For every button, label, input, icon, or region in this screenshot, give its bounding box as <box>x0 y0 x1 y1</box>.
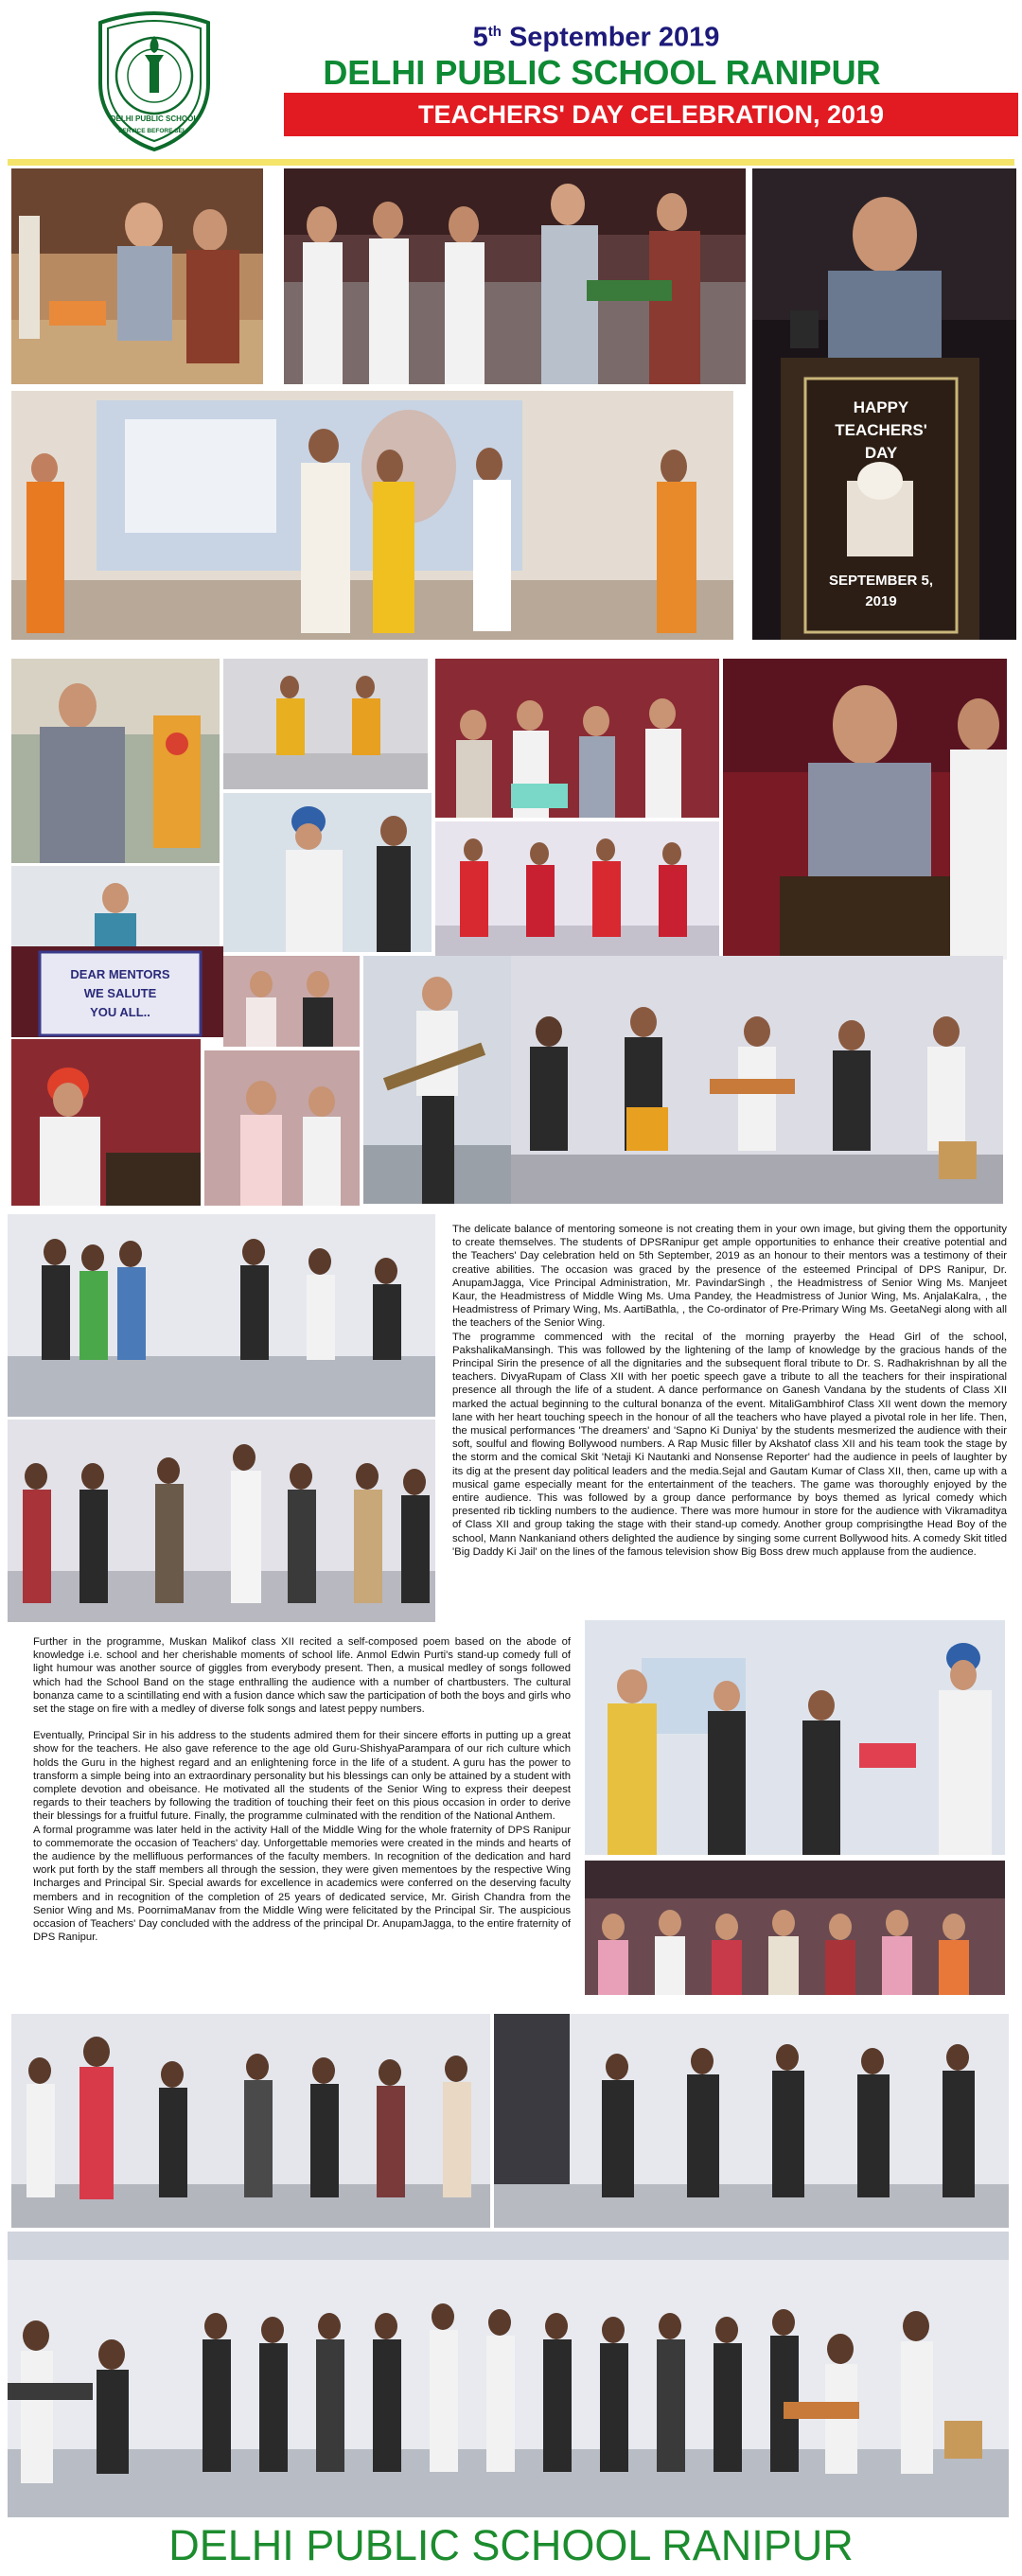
photo-principal-speech <box>723 659 1007 960</box>
photo-vocal-group <box>11 2014 490 2228</box>
photo-sikh-teacher-tribute <box>223 793 432 952</box>
podium-sign-line1: HAPPY <box>853 398 909 416</box>
podium-sign-date2: 2019 <box>865 593 897 609</box>
mentors-board-line2: WE SALUTE <box>83 986 157 1000</box>
photo-group-dance <box>435 821 719 963</box>
event-title-banner <box>284 93 1018 136</box>
photo-girl-speaker <box>204 1050 360 1206</box>
header-divider <box>8 159 1014 166</box>
event-title: TEACHERS' DAY CELEBRATION, 2019 <box>417 100 885 129</box>
photo-rap-performance <box>8 1214 435 1417</box>
logo-ring-text: DELHI PUBLIC SCHOOL <box>110 115 199 123</box>
photo-mentors-board <box>11 946 223 1037</box>
logo-motto: SERVICE BEFORE SELF <box>118 128 190 134</box>
article-column-right <box>452 1223 1007 1559</box>
photo-classical-dance <box>223 659 428 789</box>
article-paragraph-1: The delicate balance of mentoring someone is not creating them in your own image, but giving them the opportunity to create themselves. The students of DPSRanipur get ample opportunities to enhance their creative potential and the Teachers' Day celebration held on 5th September, 2019 as an honour to their mentors was a testimony of their creative abilities. The occasion was graced by the presence of the esteemed Principal of DPS Ranipur, Dr. AnupamJagga, Vice Principal Administration, Mr. PavindarSingh , the Headmistress of Senior Wing Ms. Manjeet Kaur, the Headmistress of Middle Wing Ms. Uma Pandey, the Headmistress of Junior Wing, Ms. AnjalaKalra, , the Headmistress of Primary Wing, Ms. AartiBathla, , the Co-ordinator of Pre-Primary Wing Ms. GeetaNegi along with all the teachers of the Senior Wing. <box>452 1224 1007 1330</box>
event-date <box>284 17 908 53</box>
photo-principal-podium <box>752 168 1016 640</box>
photo-school-band <box>511 956 1003 1204</box>
podium-sign-line2: TEACHERS' <box>835 421 927 439</box>
mentors-board-line3: YOU ALL.. <box>90 1005 150 1019</box>
photo-boys-dance <box>494 2014 1009 2228</box>
photo-guitarist <box>363 956 511 1204</box>
photo-girls-audience <box>223 956 360 1047</box>
photo-cake-cutting <box>435 659 719 818</box>
article-paragraph-4: Eventually, Principal Sir in his address to the students admired them for their sincere efforts in putting up a great show for the teachers. He also gave reference to the age old Guru-ShishyaParampara of our rich culture which holds the Guru in the highest regard and an enlightening force in the life of a student. A guru has the power to transform a simple being into an extraordinary personality but his blessings can only be attained by a student with complete devotion and obeisance. He motivated all the students of the Senior Wing to express their deepest regards to their teachers by following the tradition of touching their feet on this pious occasion in order to derive their blessings for a fruitful future. Finally, the programme culminated with the rendition of the National Anthem. <box>33 1730 571 1823</box>
school-name-title: DELHI PUBLIC SCHOOL RANIPUR <box>323 53 881 92</box>
photo-fusion-finale <box>8 2232 1009 2517</box>
podium-sign-date1: SEPTEMBER 5, <box>828 573 934 589</box>
photo-skit-cast <box>8 1420 435 1622</box>
school-logo <box>93 9 216 151</box>
photo-skit-performance <box>11 391 733 640</box>
mentors-board-line1: DEAR MENTORS <box>70 967 170 981</box>
photo-memento-presentation <box>585 1620 1005 1855</box>
photo-principal-lamp <box>11 659 220 863</box>
article-paragraph-2: The programme commenced with the recital of the morning prayerby the Head Girl of the school, PakshalikaMansingh. This was followed by the lightening of the lamp of knowledge by the gracious hands of the Principal Sirin the presence of all the dignitaries and the subsequent floral tribute to Dr. S. Radhakrishnan by all the teachers. DivyaRupam of Class XII with her poetic speech gave a tribute to all the teachers for their inspirational presence all through the life of a student. A dance performance on Ganesh Vandana by the students of Class XII marked the actual beginning to the cultural bonanza of the event. MitaliGambhirof Class XII went down the memory lane with her heart touching speech in the honour of all the teachers who have played a pivotal role in her life. Then, the musical performances 'The dreamers' and 'Sapno Ki Duniya' by the students mesmerized the audience with their soft, soulful and flowing Bollywood numbers. A Rap Music filler by Akshatof class XII and his team took the stage by the storm and the comical Skit 'Netaji Ki Nautanki and Nonsense Reporter' had the audience in peels of laughter by its dig at the present day political leaders and the media.Sejal and Gautam Kumar of Class XII, then, came up with a musical game especially meant for the entertainment of the teachers. The game was thoroughly enjoyed by the entire audience. This was followed by a group dance performance by boys themed as lyrical comedy which presented rib tickling numbers to the audience. There was more humour in store for the audience with Vikramaditya of Class XII and group taking the stage with their stand-up comedy. Another group comprisingthe Head Boy of the school, Mann Nankaniand others delighted the audience by singing some current Bollywood hits. A comedy Skit titled 'Big Daddy Ki Jail' on the lines of the famous television show Big Boss drew much applause from the audience. <box>452 1331 1007 1558</box>
article-paragraph-5: A formal programme was later held in the activity Hall of the Middle Wing for the whole fraternity of DPS Ranipur to commemorate the occasion of Teachers' day. Unforgettable memories were created in the minds and hearts of the audience by the mellifluous performances of the faculty members. In recognition of the dedication and hard work put forth by the staff members all through the session, they were given mementoes by the respective Wing Incharges and Principal Sir. Special awards for excellence in academics were conferred on the deserving faculty members and in recognition of the completion of 25 years of dedicated service, Mr. Girish Chandra from the Senior Wing and Ms. PoornimaManav from the Middle Wing were felicitated by the Principal Sir. The auspicious occasion of Teachers' Day concluded with the address of the principal Dr. AnupamJagga, to the entire fraternity of DPS Ranipur. <box>33 1824 571 1944</box>
article-column-left <box>33 1635 571 1944</box>
footer-school-name: DELHI PUBLIC SCHOOL RANIPUR <box>168 2521 854 2569</box>
photo-staff-audience <box>585 1861 1005 1995</box>
photo-lamp-lighting <box>11 168 263 384</box>
date-day: 5 <box>472 22 488 53</box>
article-paragraph-3: Further in the programme, Muskan Malikof class XII recited a self-composed poem based on the abode of knowledge i.e. school and her cherishable moments of school life. Anmol Edwin Purti's stand-up comedy full of light humour was another source of giggles from everybody present. Then, a musical medley of songs followed which had the School Band on the stage enthralling the audience with a number of chartbusters. The cultural bonanza came to a scintillating end with a fusion dance which saw the participation of both the boys and girls who set the stage on fire with a medley of diverse folk songs and latest peppy numbers. <box>33 1636 571 1716</box>
date-suffix: th <box>487 24 502 40</box>
podium-sign-line3: DAY <box>864 444 898 462</box>
photo-floral-tribute <box>284 168 746 384</box>
date-rest: September 2019 <box>508 22 720 53</box>
photo-speech-podium <box>11 1039 201 1206</box>
